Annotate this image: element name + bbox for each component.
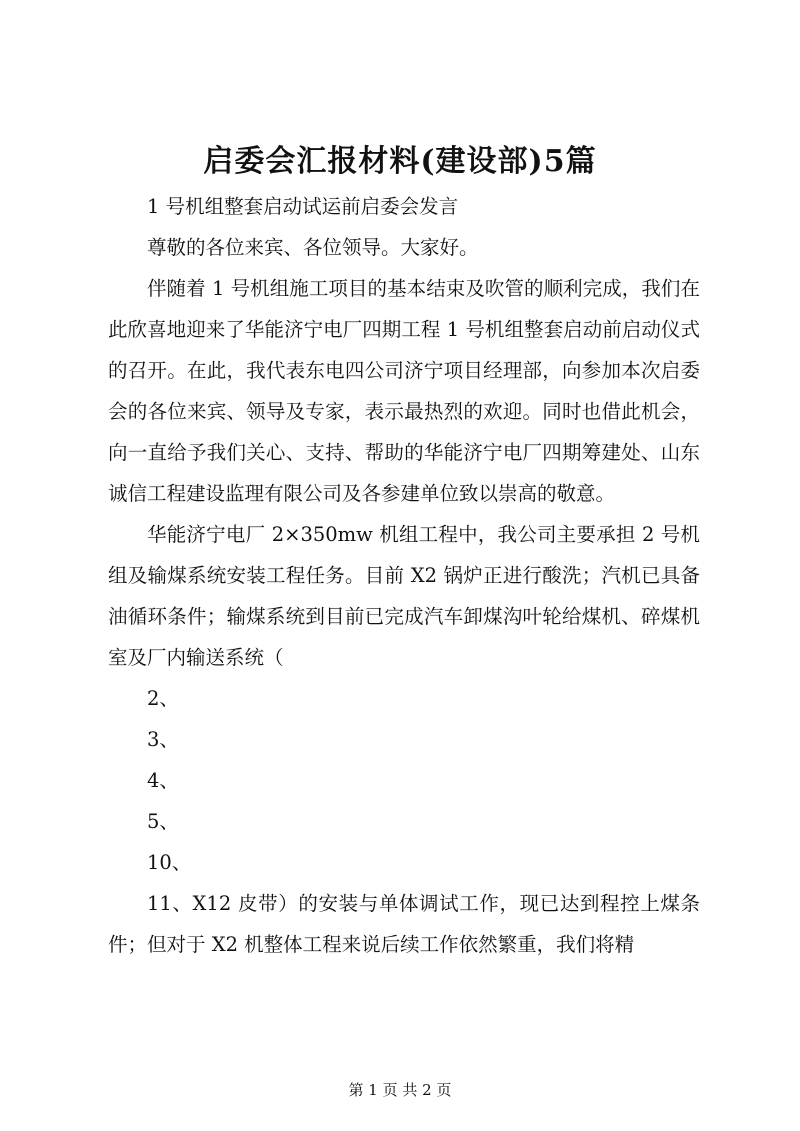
page-footer: 第 1 页 共 2 页 (348, 1081, 452, 1099)
list-item: 2、 (147, 687, 179, 710)
document-body (108, 186, 700, 965)
paragraph-welcome: 伴随着 1 号机组施工项目的基本结束及吹管的顺利完成，我们在此欣喜地迎来了华能济宁电厂四期工程 1 号机组整套启动前启动仪式的召开。在此，我代表东电四公司济宁项目经理部，向参加本次启委会的各位来宾、领导及专家，表示最热烈的欢迎。同时也借此机会，向一直给予我们关心、支持、帮助的华能济宁电厂四期筹建处、山东诚信工程建设监理有限公司及各参建单位致以崇高的敬意。 (108, 277, 700, 505)
list-item: 10、 (147, 851, 192, 874)
paragraph-progress: 华能济宁电厂 2×350mw 机组工程中，我公司主要承担 2 号机组及输煤系统安装工程任务。目前 X2 锅炉正进行酸洗；汽机已具备油循环条件；输煤系统到目前已完成汽车卸煤沟叶轮给煤机、碎煤机室及厂内输送系统（ (108, 523, 700, 669)
paragraph-continuation: 11、X12 皮带）的安装与单体调试工作，现已达到程控上煤条件；但对于 X2 机整体工程来说后续工作依然繁重，我们将精 (108, 892, 700, 956)
document-title: 启委会汇报材料(建设部)5篇 (203, 144, 597, 179)
list-item: 4、 (147, 769, 179, 792)
list-item: 5、 (147, 810, 179, 833)
list-item: 3、 (147, 728, 179, 751)
paragraph-greeting: 尊敬的各位来宾、各位领导。大家好。 (147, 236, 479, 259)
paragraph-subtitle: 1 号机组整套启动试运前启委会发言 (147, 195, 459, 218)
